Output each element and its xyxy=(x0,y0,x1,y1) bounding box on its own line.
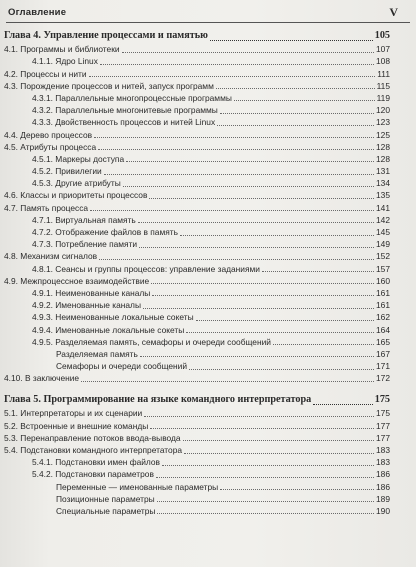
toc-entry xyxy=(4,456,390,468)
toc-entry-title: 4.4. Дерево процессов xyxy=(4,129,93,140)
dot-leader xyxy=(180,235,374,236)
toc-entry xyxy=(4,407,390,419)
toc-entry-page: 164 xyxy=(376,324,390,335)
toc-entry xyxy=(4,177,390,189)
toc-entry-page: 165 xyxy=(376,336,390,347)
toc-entry-page: 107 xyxy=(376,44,390,55)
toc-entry-page: 161 xyxy=(376,300,390,311)
toc-entry-title: Глава 4. Управление процессами и памятью xyxy=(4,30,208,41)
toc-entry xyxy=(4,275,390,287)
dot-leader xyxy=(162,465,374,466)
toc-entry-page: 128 xyxy=(376,153,390,164)
dot-leader xyxy=(217,125,374,126)
dot-leader xyxy=(210,40,373,41)
toc-entry xyxy=(4,311,390,323)
toc-entry-title: 4.9.2. Именованные каналы xyxy=(32,300,141,311)
toc-entry-title: 5.3. Перенаправление потоков ввода-вывода xyxy=(4,432,181,443)
toc-entry-page: 131 xyxy=(376,166,390,177)
toc-entry-page: 105 xyxy=(374,30,390,41)
dot-leader xyxy=(313,404,373,405)
dot-leader xyxy=(157,501,374,502)
toc-entry-title: 4.8. Механизм сигналов xyxy=(4,251,98,262)
dot-leader xyxy=(220,489,374,490)
toc-entry-page: 123 xyxy=(376,117,390,128)
toc-entry-page: 125 xyxy=(376,129,390,140)
toc-entry-page: 111 xyxy=(377,68,390,79)
toc-entry-title: 4.3.1. Параллельные многопроцессные программы xyxy=(32,92,232,103)
toc-entry-page: 161 xyxy=(376,287,390,298)
toc-entry xyxy=(4,55,390,67)
toc-entry xyxy=(4,92,390,104)
toc-entry xyxy=(4,360,390,372)
dot-leader xyxy=(100,64,374,65)
toc-entry-title: 4.3.2. Параллельные многонитевые программы xyxy=(32,105,218,116)
running-title: Оглавление xyxy=(8,7,67,18)
toc-entry-page: 167 xyxy=(376,348,390,359)
toc-entry-page: 142 xyxy=(376,214,390,225)
toc-entry-title: 5.1. Интерпретаторы и их сценарии xyxy=(4,408,143,419)
page-number: V xyxy=(389,5,398,19)
toc-entry-page: 186 xyxy=(376,481,390,492)
dot-leader xyxy=(157,513,374,514)
toc-entry xyxy=(4,214,390,226)
toc-entry xyxy=(4,80,390,92)
toc-entry xyxy=(4,480,390,492)
toc-entry-page: 175 xyxy=(376,408,390,419)
toc-entry xyxy=(4,226,390,238)
toc-entry xyxy=(4,238,390,250)
toc-entry-page: 128 xyxy=(376,141,390,152)
toc-entry-page: 162 xyxy=(376,312,390,323)
toc-entry-page: 175 xyxy=(374,394,390,406)
toc-entry-title: 5.4.1. Подстановки имен файлов xyxy=(32,457,161,468)
toc-entry xyxy=(4,419,390,431)
toc-entry-title: 5.2. Встроенные и внешние команды xyxy=(4,420,149,431)
toc-entry xyxy=(4,468,390,480)
toc-entry xyxy=(4,189,390,201)
toc-entry-page: 177 xyxy=(376,420,390,431)
dot-leader xyxy=(150,428,374,429)
toc-entry-page: 141 xyxy=(376,202,390,213)
toc-entry xyxy=(4,165,390,177)
dot-leader xyxy=(122,52,374,53)
dot-leader xyxy=(98,149,374,150)
toc-entry-title: 5.4. Подстановки командного интерпретатора xyxy=(4,445,183,455)
toc-entry xyxy=(4,493,390,505)
toc-entry-title: 4.8.1. Сеансы и группы процессов: управление заданиями xyxy=(32,263,260,274)
toc-entry-title: Семафоры и очереди сообщений xyxy=(56,361,188,372)
toc-entry xyxy=(4,67,390,79)
toc-entry-title: 4.9.1. Неименованные каналы xyxy=(32,287,151,298)
dot-leader xyxy=(234,100,375,101)
toc-chapter-entry xyxy=(4,393,390,407)
dot-leader xyxy=(139,247,374,248)
toc-entry-page: 134 xyxy=(376,178,390,189)
toc-entry xyxy=(4,299,390,311)
toc-entry xyxy=(4,104,390,116)
toc-entry-title: 4.9.4. Именованные локальные сокеты xyxy=(32,324,185,335)
table-of-contents xyxy=(4,27,390,517)
header-rule xyxy=(6,22,410,23)
toc-entry xyxy=(4,432,390,444)
dot-leader xyxy=(143,308,374,309)
dot-leader xyxy=(81,381,374,382)
toc-entry-title: Специальные параметры xyxy=(56,505,156,516)
toc-entry-title: 5.4.2. Подстановки параметров xyxy=(32,469,154,480)
toc-entry-title: 4.6. Классы и приоритеты процессов xyxy=(4,190,148,201)
dot-leader xyxy=(99,259,374,260)
toc-entry-title: 4.5. Атрибуты процесса xyxy=(4,141,97,152)
toc-entry-page: 157 xyxy=(376,263,390,274)
toc-entry xyxy=(4,201,390,213)
dot-leader xyxy=(152,295,374,296)
toc-entry-page: 108 xyxy=(376,56,390,67)
toc-entry-page: 119 xyxy=(376,92,390,103)
page-header xyxy=(6,0,410,24)
toc-entry-title: 4.10. В заключение xyxy=(4,373,80,384)
toc-entry xyxy=(4,348,390,360)
toc-entry-title: Позиционные параметры xyxy=(56,493,155,504)
toc-entry-page: 149 xyxy=(376,239,390,250)
dot-leader xyxy=(123,186,374,187)
dot-leader xyxy=(273,344,374,345)
dot-leader xyxy=(186,332,374,333)
toc-entry-title: 4.5.3. Другие атрибуты xyxy=(32,178,121,189)
toc-entry-page: 183 xyxy=(376,445,390,455)
toc-entry xyxy=(4,336,390,348)
toc-entry-page: 172 xyxy=(376,373,390,384)
toc-entry xyxy=(4,444,390,456)
dot-leader xyxy=(184,453,374,454)
toc-entry-title: Разделяемая память xyxy=(56,348,138,359)
dot-leader xyxy=(196,320,374,321)
toc-entry-page: 160 xyxy=(376,275,390,286)
toc-entry-title: 4.9.3. Неименованные локальные сокеты xyxy=(32,312,194,323)
toc-entry xyxy=(4,141,390,153)
toc-entry-title: 4.5.1. Маркеры доступа xyxy=(32,153,125,164)
dot-leader xyxy=(151,283,374,284)
toc-entry xyxy=(4,128,390,140)
toc-entry xyxy=(4,505,390,517)
dot-leader xyxy=(262,271,374,272)
toc-entry xyxy=(4,262,390,274)
dot-leader xyxy=(90,210,374,211)
dot-leader xyxy=(183,440,374,441)
dot-leader xyxy=(216,88,375,89)
toc-entry-page: 186 xyxy=(376,469,390,480)
toc-entry-title: 4.9.5. Разделяемая память, семафоры и очереди сообщений xyxy=(32,336,271,347)
toc-entry-page: 183 xyxy=(376,457,390,468)
toc-entry-page: 177 xyxy=(376,432,390,443)
toc-chapter-entry xyxy=(4,29,390,43)
dot-leader xyxy=(94,137,374,138)
toc-entry-title: 4.7.3. Потребление памяти xyxy=(32,239,138,250)
toc-entry-title: Переменные — именованные параметры xyxy=(56,481,219,492)
toc-entry-title: 4.5.2. Привилегии xyxy=(32,166,102,177)
dot-leader xyxy=(89,76,376,77)
toc-entry xyxy=(4,153,390,165)
toc-entry-title: 4.1. Программы и библиотеки xyxy=(4,44,120,55)
dot-leader xyxy=(104,174,374,175)
toc-entry xyxy=(4,116,390,128)
toc-entry-title: 4.3. Порождение процессов и нитей, запуск программ xyxy=(4,80,214,91)
dot-leader xyxy=(126,161,374,162)
toc-entry-title: 4.7. Память процесса xyxy=(4,202,89,213)
toc-entry-page: 120 xyxy=(376,105,390,116)
toc-entry-title: Глава 5. Программирование на языке командного интерпретатора xyxy=(4,394,312,406)
toc-entry xyxy=(4,287,390,299)
toc-entry-page: 135 xyxy=(376,190,390,201)
toc-entry xyxy=(4,372,390,384)
toc-entry-page: 190 xyxy=(376,505,390,516)
toc-entry xyxy=(4,323,390,335)
toc-entry-title: 4.7.1. Виртуальная память xyxy=(32,214,136,225)
dot-leader xyxy=(189,369,374,370)
dot-leader xyxy=(138,222,374,223)
toc-entry-title: 4.7.2. Отображение файлов в память xyxy=(32,227,178,237)
toc-entry-title: 4.9. Межпроцессное взаимодействие xyxy=(4,275,150,286)
dot-leader xyxy=(156,477,374,478)
toc-entry-page: 145 xyxy=(376,227,390,237)
toc-entry xyxy=(4,250,390,262)
toc-entry-title: 4.3.3. Двойственность процессов и нитей Linux xyxy=(32,117,216,128)
dot-leader xyxy=(140,356,374,357)
toc-entry-page: 189 xyxy=(376,493,390,504)
toc-entry-title: 4.2. Процессы и нити xyxy=(4,68,87,79)
dot-leader xyxy=(149,198,374,199)
toc-entry xyxy=(4,43,390,55)
toc-entry-page: 152 xyxy=(376,251,390,262)
toc-entry-page: 171 xyxy=(376,361,390,372)
dot-leader xyxy=(144,416,374,417)
toc-entry-title: 4.1.1. Ядро Linux xyxy=(32,56,98,67)
toc-entry-page: 115 xyxy=(376,80,390,91)
dot-leader xyxy=(220,113,374,114)
